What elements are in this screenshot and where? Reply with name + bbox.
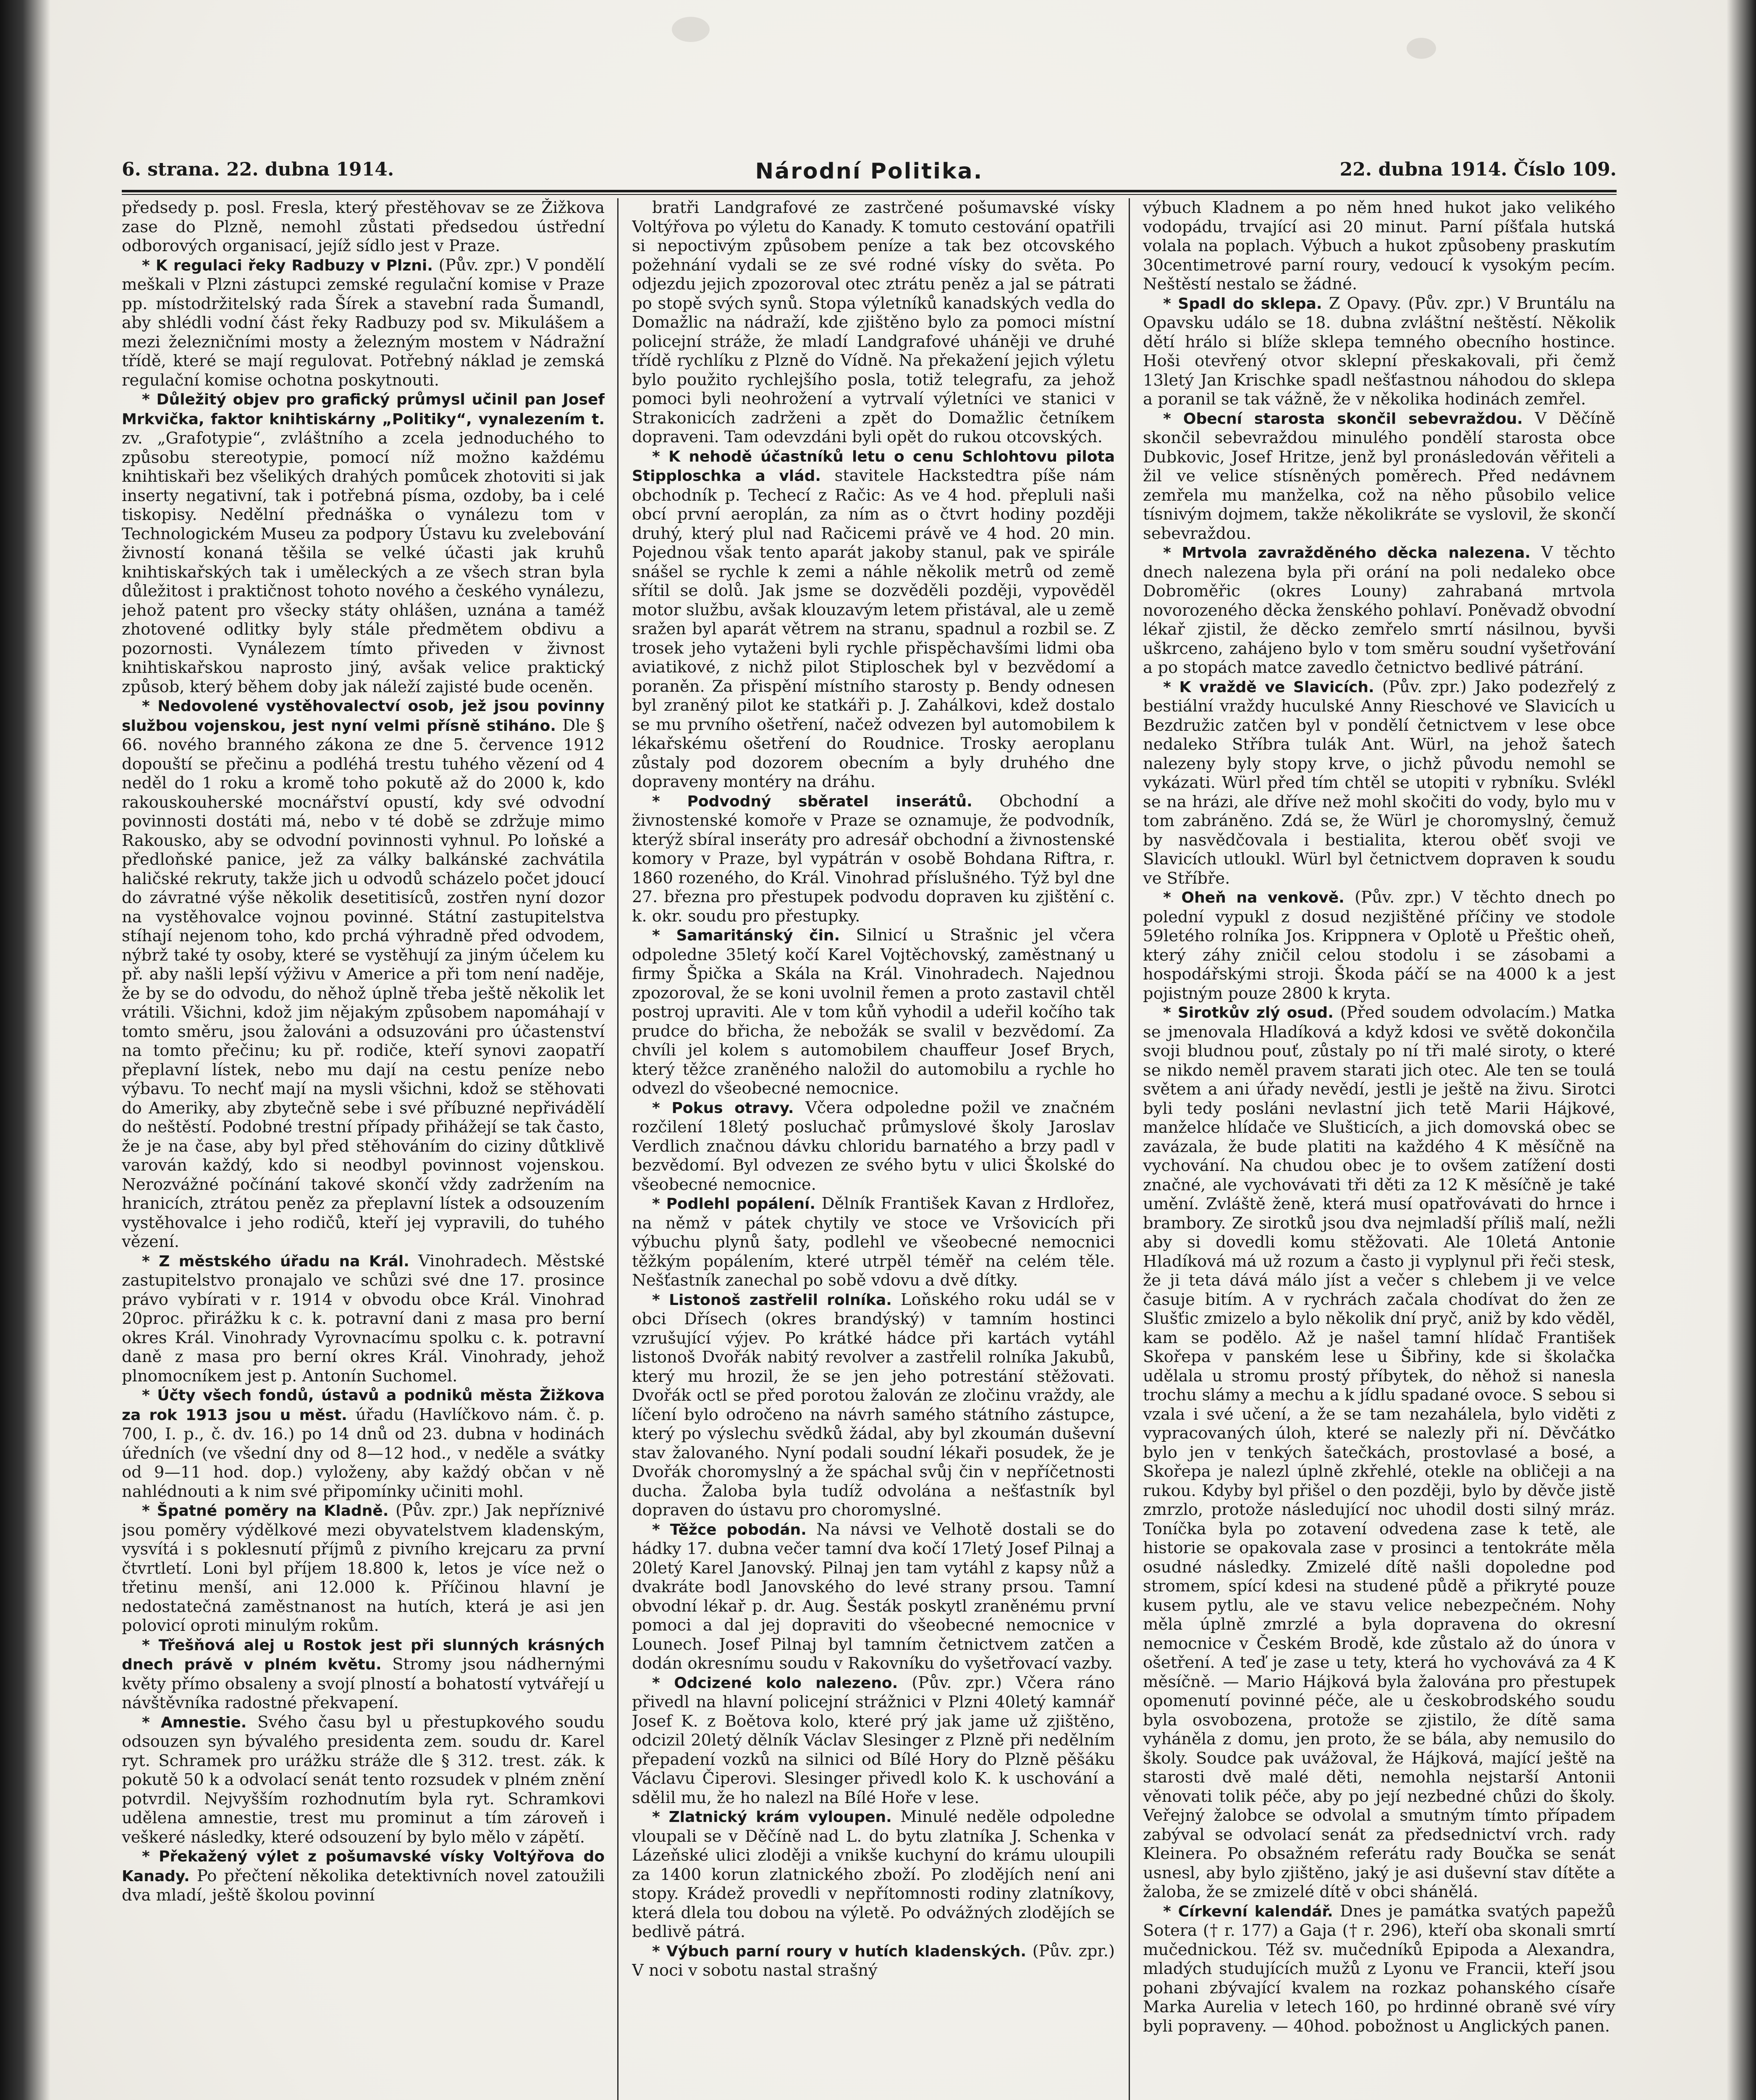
article-paragraph: * Listonoš zastřelil rolníka. Loňského roku udál se v obci Dřísech (okres brandýský) v tamním hostinci vzrušující výjev. Po krátké hádce při kartách vytáhl listonoš Dvořák nabitý revolver a zastřelil rolníka Jakubů, který mu hrozil, že se jen jeho potrestání stěžovati. Dvořák octl se před porotou žalován ze zločinu vraždy, ale líčení bylo odročeno na návrh samého státního zástupce, který po výslechu svědků žádal, aby byl zkoumán duševní stav žalovaného. Nyní podali soudní lékaři posudek, že je Dvořák choromyslný a že spáchal svůj čin v nepříčetnosti ducha. Žaloba byla tudíž odvolána a nešťastník byl dopraven do ústavu pro choromyslné. xyxy=(632,1290,1115,1520)
column-separator xyxy=(1129,198,1130,2100)
header-rule-thin xyxy=(122,194,1617,195)
header-rule xyxy=(122,190,1617,192)
column-1 xyxy=(122,198,605,2100)
newspaper-title: Národní Politika. xyxy=(755,159,983,184)
article-heading: * Těžce pobodán. xyxy=(652,1521,807,1538)
article-paragraph: * Z městského úřadu na Král. Vinohradech. Městské zastupitelstvo pronajalo ve schůzi své dne 17. prosince právo vybírati v r. 1914 v obvodu obce Král. Vinohrad 20proc. přirážku k c. k. potravní dani z masa pro berní okres Král. Vinohrady Vyrovnacímu spolku c. k. potravní daně z masa pro berní okres Král. Vinohrady, jehož plnomocníkem jest p. Antonín Suchomel. xyxy=(122,1251,605,1386)
article-paragraph: * Podlehl popálení. Dělník František Kavan z Hrdlořez, na němž v pátek chytily ve stoce ve Vršovicích při výbuchu plynů šaty, podlehl ve všeobecné nemocnici těžkým popálením, které utrpěl téměř na celém těle. Nešťastník zanechal po sobě vdovu a dvě dítky. xyxy=(632,1194,1115,1290)
article-heading: * K vraždě ve Slavicích. xyxy=(1163,678,1374,696)
article-heading: * Třešňová alej u Rostok jest při slunných krásných dnech právě v plném květu. xyxy=(122,1636,605,1673)
masthead xyxy=(122,159,1617,188)
article-heading: * Důležitý objev pro grafický průmysl učinil pan Josef Mrkvička, faktor knihtiskárny „Politiky“, vynalezením t. xyxy=(122,391,605,428)
article-heading: * Špatné poměry na Kladně. xyxy=(142,1502,389,1520)
article-paragraph: * Nedovolené vystěhovalectví osob, jež jsou povinny službou vojenskou, jest nyní velmi přísně stiháno. Dle § 66. nového branného zákona ze dne 5. července 1912 dopouští se přečinu a podléhá trestu tuhého vězení od 4 neděl do 1 roku a kromě toho pokutě až do 2000 k, kdo rakouskouherské mocnářství opustí, kdy své odvodní povinnosti dostáti má, nebo v té době se zdržuje mimo Rakousko, aby se odvodní povinnosti vyhnul. Po loňské a předloňské panice, jež za války balkánské zachvátila haličské rekruty, takže jich u odvodů scházelo počet jdoucí do závratné výše několik desetitisíců, zostřen nyní dozor na vystěhovalce vojnou povinné. Státní zastupitelstva stíhají nejenom toho, kdo prchá výhradně před odvodem, nýbrž také ty osoby, které se vystěhují za jiným účelem ku př. aby našli lepší výživu v Americe a při tom není naděje, že by se do odvodu, do něhož úplně třeba ještě několik let vrátili. Všichni, kdož jim nějakým způsobem napomáhají v tomto směru, jsou žalováni a odsuzováni pro účastenství na tomto přečinu; ku př. rodiče, kteří synovi zaopatří přeplavní lístek, nebo mu dají na cestu peníze nebo výbavu. To nechť mají na mysli všichni, kdož se stěhovati do Ameriky, aby zbytečně sebe i své příbuzné nepřivádělí do neštěstí. Podobné trestní případy přihážejí se tak často, že je na čase, aby byl před stěhováním do ciziny důtklivě varován každý, kdo si neodbyl povinnost vojenskou. Nerozvážné počínání takové skončí vždy zadržením na hranicích, ztrátou peněz za přeplavní lístek a odsouzením vystěhovalce i jeho rodičů, kteří jej vypravili, do tuhého vězení. xyxy=(122,698,605,1251)
article-heading: * Účty všech fondů, ústavů a podniků města Žižkova za rok 1913 jsou u měst. xyxy=(122,1387,605,1424)
scan-stain xyxy=(672,17,710,42)
article-paragraph: * Těžce pobodán. Na návsi ve Velhotě dostali se do hádky 17. dubna večer tamní dva kočí 17letý Josef Pilnaj a 20letý Karel Janovský. Pilnaj jen tam vytáhl z kapsy nůž a dvakráte bodl Janovského do levé strany prsou. Tamní obvodní lékař p. dr. Aug. Šesták poskytl zraněnému první pomoci a dal jej dopraviti do všeobecné nemocnice v Lounech. Josef Pilnaj byl tamním četnictvem zatčen a dodán okresnímu soudu v Rakovníku do vyšetřovací vazby. xyxy=(632,1520,1115,1673)
article-heading: * Listonoš zastřelil rolníka. xyxy=(652,1291,892,1309)
article-paragraph: * K nehodě účastníků letu o cenu Schlohtovu pilota Stipploschka a vlád. stavitele Hackstedtra píše nám obchodník p. Techecí z Račic: As ve 4 hod. přepluli naši obcí první aeroplán, za ním as o čtvrt hodiny později druhý, který plul nad Račicemi právě ve 4 hod. 20 min. Pojednou však tento aparát jakoby stanul, pak ve spirále snášel se rychle k zemi a náhle několik metrů od země sřítil se dolů. Jak jsme se dozvěděli později, vypověděl motor službu, avšak klouzavým letem přistával, ale u země sražen byl aparát větrem na stranu, spadnul a rozbil se. Z trosek jeho vytaženi byli rychle přispěchavšími lidmi oba aviatikové, z nichž pilot Stiploschek byl v bezvědomí a poraněn. Za přispění místního starosty p. Bendy odnesen byl zraněný pilot ke statkáři p. J. Zahálkovi, kdež dostalo se mu prvního ošetření, načež odvezen byl automobilem k lékařskému ošetření do Roudnice. Trosky aeroplanu zůstaly pod dozorem obecním a byly druhého dne dopraveny montéry na dráhu. xyxy=(632,448,1115,791)
article-paragraph: * Spadl do sklepa. Z Opavy. (Pův. zpr.) V Bruntálu na Opavsku událo se 18. dubna zvláštní neštěstí. Několik dětí hrálo si blíže sklepa temného obecního hostince. Hoši otevřený otvor sklepní přeskakovali, při čemž 13letý Jan Krischke spadl nešťastnou náhodou do sklepa a poranil se tak vážně, že v několika hodinách zemřel. xyxy=(1143,294,1615,409)
scan-stain xyxy=(1407,38,1436,59)
article-paragraph: předsedy p. posl. Fresla, který přestěhovav se ze Žižkova zase do Plzně, nemohl zůstati předsedou ústřední odborových organisací, jejíž sídlo jest v Praze. xyxy=(122,198,605,255)
article-paragraph: * Sirotkův zlý osud. (Před soudem odvolacím.) Matka se jmenovala Hladíková a když kdosi ve světě dokončila svoji bludnou pouť, zůstaly po ní tři malé siroty, o které se nikdo neměl pravem starati jich otec. Ale ten se toulá světem a ani úřady nevědí, jestli je ještě na živu. Sirotci byli tedy posláni nevlastní jich tetě Marii Hájkové, manželce hlídače ve Slušticích, a jich domovská obec se zavázala, že bude platiti na každého 4 K měsíčně na vychování. Na chudou obec je to ovšem zatížení dosti značné, ale vychovávati tři děti za 12 K měsíčně je také umění. Zvláště ženě, která musí opatřovávati do hrnce i brambory. Ze sirotků jsou dva nejmladší příliš malí, nežli aby si dovedli komu stěžovati. Ale 10letá Antonie Hladíková má už rozum a často ji vyplynul při řeči stesk, že ji teta dává málo jíst a večer s chlebem ji ve velce časuje bitím. A v rychrách začala chodívat do žen ze Slušťic zmizelo a bylo několik dní pryč, aniž by kdo věděl, kam se podělo. Až je našel tamní hlídač František Skořepa v panském lese u Šibřiny, kde si školačka udělala u stromu prostý příbytek, do něhož si nanesla trochu slámy a mechu a k jídlu spadané ovoce. S sebou si vzala i své učení, a že se tam nezahálela, bylo viděti z vypracovaných úloh, které se nalezly při ní. Děvčátko bylo jen v tenkých šatečkách, prostovlasé a bosé, a Skořepa je nalezl úplně zkřehlé, otekle na obličeji a na rukou. Kdyby byl přišel o den později, bylo by děvče jistě zmrzlo, protože následující noc uhodil dosti silný mráz. Toníčka byla po zotavení odvedena zase k tetě, ale historie se opakovala zase v prosinci a tentokráte měla osudné následky. Zmizelé dítě našli dopoledne pod stromem, spící kdesi na studené půdě a přikryté pouze kusem pytlu, ale ve stavu velice nebezpečném. Nohy měla úplně zmrzlé a byla dopravena do okresní nemocnice v Českém Brodě, kde zůstalo až do února v ošetření. A teď je zase u tety, která ho vychovává za 4 K měsíčně. — Mario Hájková byla žalována pro přestupek opomenutí povinné péče, ale u českobrodského soudu byla osvobozena, protože se zjistilo, že dítě sama vyháněla z domu, jen proto, že se bála, aby nemusilo do školy. Soudce pak uvážoval, že Hájková, mající ještě na starosti dvě malé děti, nemohla nejstarší Antonii věnovati tolik péče, aby po její nezbedné chůzi do školy. Veřejný žalobce se odvolal a smutným tímto případem zabýval se odvolací senát za předsednictví vrch. rady Kleinera. Po obsažném referátu rady Boučka se senát usnesl, aby bylo zjištěno, jaký je asi duševní stav dítěte a žaloba, že se zmizelé dítě v obci shánělá. xyxy=(1143,1003,1615,1901)
article-paragraph: * Amnestie. Svého času byl u přestupkového soudu odsouzen syn bývalého presidenta zem. soudu dr. Karel ryt. Schramek pro urážku stráže dle § 312. trest. zák. k pokutě 50 k a odvolací senát tento rozsudek v plném znění potvrdil. Nejvyšším rozhodnutím byla ryt. Schramkovi udělena amnestie, trest mu prominut a tím zároveň i veškeré následky, které odsouzení by bylo mělo v zápětí. xyxy=(122,1712,605,1847)
issue-number: 22. dubna 1914. Číslo 109. xyxy=(1339,159,1617,180)
article-paragraph: bratři Landgrafové ze zastrčené pošumavské vísky Voltýřova po výletu do Kanady. K tomuto cestování opatřili si nepoctivým způsobem peníze a tak bez otcovského požehnání vydali se ze své rodné vísky do světa. Po odjezdu jejich zpozoroval otec ztrátu peněz a jal se pátrati po stopě svých synů. Stopa výletníků kanadských vedla do Domažlic na nádraží, kde zjištěno bylo za pomoci místní policejní stráže, že mladí Landgrafové uháněji ve druhé třídě rychlíku z Plzně do Vídně. Na překažení jejich výletu bylo použito rychlejšího posla, totiž telegrafu, za jehož pomoci byli neohrožení a vytrvalí výletníci ve stanici v Strakonicích zadrženi a zpět do Domažlic četníkem dopraveni. Tam odevzdáni byli opět do rukou otcovských. xyxy=(632,198,1115,446)
article-paragraph: * Oheň na venkově. (Pův. zpr.) V těchto dnech po polední vypukl z dosud nezjištěné příčiny ve stodole 59letého rolníka Jos. Krippnera v Oplotě u Přeštic oheň, který záhy zničil celou stodolu i se zásobami a hospodářskými stroji. Škoda páčí se na 4000 k a jest pojistným pouze 2800 k kryta. xyxy=(1143,888,1615,1003)
article-heading: * Obecní starosta skončil sebevraždou. xyxy=(1163,410,1523,428)
article-heading: * K regulaci řeky Radbuzy v Plzni. xyxy=(142,257,433,274)
article-paragraph: * Důležitý objev pro grafický průmysl učinil pan Josef Mrkvička, faktor knihtiskárny „Politiky“, vynalezením t. zv. „Grafotypie“, zvláštního a zcela jednoduchého to způsobu stereotypie, pomocí níž možno každému knihtiskaři bez všelikých drahých pomůcek zhotoviti si jak inserty negativní, tak i potřebná písma, ozdoby, ba i celé tiskopisy. Nedělní přednáška o vynálezu tom v Technologickém Museu za podpory Ústavu ku zvelebování živností konaná těšila se velké účasti jak kruhů knihtiskařských tak i uměleckých a ze všech stran byla důležitost i praktičnost tohoto nového a českého vynálezu, jehož patent pro všecky státy ohlášen, uznána a taméž zhotovené odlitky byly stále předmětem obdivu a pozornosti. Vynálezem tímto přiveden v živnost knihtiskařskou naprosto jiný, avšak velice praktický způsob, který během doby jak náleží zajisté bude oceněn. xyxy=(122,391,605,696)
article-paragraph: * Překažený výlet z pošumavské vísky Voltýřova do Kanady. Po přečtení několika detektivních novel zatoužili dva mladí, ještě školou povinní xyxy=(122,1848,605,1905)
article-paragraph: * Zlatnický krám vyloupen. Minulé neděle odpoledne vloupali se v Děčíně nad L. do bytu zlatníka J. Schenka v Lázeňské ulici zloději a vnikše kuchyní do krámu uloupili za 1400 korun zlatnického zboží. Po zlodějích není ani stopy. Krádež provedli v nepřítomnosti rodiny zlatníkovy, která dlela tou dobou na výletě. Po odvážných zlodějích se bedlivě pátrá. xyxy=(632,1807,1115,1941)
scan-edge-left xyxy=(0,0,50,2100)
article-paragraph: * Třešňová alej u Rostok jest při slunných krásných dnech právě v plném květu. Stromy jsou nádhernými květy přímo obsaleny a svojí plností a bohatostí vytvářejí u návštěvníka radostné překvapení. xyxy=(122,1636,605,1712)
scan-edge-right xyxy=(1727,0,1756,2100)
article-heading: * Odcizené kolo nalezeno. xyxy=(652,1674,898,1692)
article-paragraph: * Církevní kalendář. Dnes je památka svatých papežů Sotera († r. 177) a Gaja († r. 296), kteří oba skonali smrtí mučednickou. Též sv. mučedníků Epipoda a Alexandra, mladých studujících mužů z Lyonu ve Francii, kteří jsou pohani zbývající kvalem na rozkaz pohanského císaře Marka Aurelia v letech 160, po hrdinné obraně své víry byli popraveny. — 40hod. pobožnost u Anglických panen. xyxy=(1143,1901,1615,2036)
article-paragraph: * Výbuch parní roury v hutích kladenských. (Pův. zpr.) V noci v sobotu nastal strašný xyxy=(632,1941,1115,1980)
article-heading: * Zlatnický krám vyloupen. xyxy=(652,1809,892,1826)
article-paragraph: * K regulaci řeky Radbuzy v Plzni. (Pův. zpr.) V pondělí meškali v Plzni zástupci zemské regulační komise v Praze pp. místodržitelský rada Šírek a stavební rada Šumandl, aby shlédli vodní část řeky Radbuzy pod sv. Mikulášem a mezi železničními mosty a železným mostem v Nádražní třídě, které se mají regulovat. Potřebný náklad je zemská regulační komise ochotna poskytnouti. xyxy=(122,255,605,390)
page-date-left: 6. strana. 22. dubna 1914. xyxy=(122,159,394,180)
article-paragraph: * Odcizené kolo nalezeno. (Pův. zpr.) Včera ráno přivedl na hlavní policejní strážnici v Plzni 40letý kamnář Josef K. z Boětova kolo, které prý jak jame už zjištěno, odcizil 20letý dělník Václav Slesinger z Plzně při nedělním přepadení vozků na silnici od Bílé Hory do Plzně pěšáku Václavu Čiperovi. Slesinger přivedl kolo K. k uschování a sdělil mu, že ho nalezl na Bílé Hoře v lese. xyxy=(632,1673,1115,1807)
article-heading: * Sirotkův zlý osud. xyxy=(1163,1004,1334,1021)
article-heading: * Podvodný sběratel inserátů. xyxy=(652,793,972,810)
article-heading: * Církevní kalendář. xyxy=(1163,1903,1333,1920)
article-heading: * Z městského úřadu na Král. xyxy=(142,1252,409,1270)
article-heading: * Samaritánský čin. xyxy=(652,927,840,944)
article-paragraph: * Špatné poměry na Kladně. (Pův. zpr.) Jak nepříznivé jsou poměry výdělkové mezi obyvatelstvem kladenským, vysvítá i s poklesnutí příjmů z pivního krejcaru za první čtvrtletí. Loni byl příjem 18.800 k, letos je více než o třetinu menší, ani 12.000 k. Příčinou hlavní je nedostatečná zaměstnanost na hutích, která je asi jen polovicí oproti minulým rokům. xyxy=(122,1501,605,1635)
article-heading: * Překažený výlet z pošumavské vísky Voltýřova do Kanady. xyxy=(122,1848,605,1885)
article-paragraph: výbuch Kladnem a po něm hned hukot jako velikého vodopádu, trvající asi 20 minut. Parní píšťala hutská volala na poplach. Výbuch a hukot způsobeny praskutím 30centimetrové parní roury, vedoucí k vysokým pecím. Neštěstí nestalo se žádné. xyxy=(1143,198,1615,294)
article-paragraph: * Pokus otravy. Včera odpoledne požil ve značném rozčilení 18letý posluchač průmyslové školy Jaroslav Verdlich značnou dávku chloridu barnatého a brzy padl v bezvědomí. Byl odvezen ze svého bytu v ulici Školské do všeobecné nemocnice. xyxy=(632,1098,1115,1194)
article-paragraph: * K vraždě ve Slavicích. (Pův. zpr.) Jako podezřelý z bestiální vraždy huculské Anny Rieschové ve Slavicích u Bezdružic zatčen byl v pondělí četnictvem v lese obce nedaleko Stříbra tulák Ant. Würl, na jehož šatech nalezeny byly stopy krve, o jichž původu nemohl se vykázati. Würl před tím chtěl se utopiti v rybníku. Svlékl se na hrázi, ale dříve než mohl skočiti do vody, bylo mu v tom zabráněno. Zdá se, že Würl je choromyslný, čemuž by nasvědčovala i bestialita, kterou oběť svoji ve Slavicích utloukl. Würl byl četnictvem dopraven k soudu ve Stříbře. xyxy=(1143,677,1615,888)
article-heading: * K nehodě účastníků letu o cenu Schlohtovu pilota Stipploschka a vlád. xyxy=(632,448,1115,485)
article-paragraph: * Podvodný sběratel inserátů. Obchodní a živnostenské komoře v Praze se oznamuje, že podvodník, kterýž sbíral inseráty pro adresář obchodní a živnostenské komory v Praze, byl vypátrán v osobě Bohdana Riftra, r. 1860 rozeného, do Král. Vinohrad příslušného. Týž byl dne 27. března pro přestupek podvodu dopraven ku zjištění c. k. okr. soudu pro přestupky. xyxy=(632,791,1115,926)
column-3 xyxy=(1143,198,1615,2100)
article-paragraph: * Samaritánský čin. Silnicí u Strašnic jel včera odpoledne 35letý kočí Karel Vojtěchovský, zaměstnaný u firmy Špička a Skála na Král. Vinohradech. Najednou zpozoroval, že se koni uvolnil řemen a proto zastavil chtěl postroj upraviti. Ale v tom kůň vyhodil a udeřil kočího tak prudce do břicha, že nebožák se svalil v bezvědomí. Za chvíli jel kolem s automobilem chauffeur Josef Brych, který těžce zraněného naložil do automobilu a rychle ho odvezl do všeobecné nemocnice. xyxy=(632,926,1115,1098)
article-heading: * Výbuch parní roury v hutích kladenských. xyxy=(652,1942,1026,1960)
article-heading: * Pokus otravy. xyxy=(652,1099,794,1117)
article-heading: * Oheň na venkově. xyxy=(1163,889,1345,906)
article-heading: * Podlehl popálení. xyxy=(652,1195,816,1213)
article-heading: * Spadl do sklepa. xyxy=(1163,295,1322,312)
article-paragraph: * Mrtvola zavražděného děcka nalezena. V těchto dnech nalezena byla při orání na poli nedaleko obce Dobroměřic (okres Louny) zahrabaná mrtvola novorozeného děcka ženského pohlaví. Poněvadž obvodní lékař zjistil, že děcko zemřelo smrtí násilnou, byvši uškrceno, zahájeno bylo v tom směru soudní vyšetřování a po stopách matce zavedlo četnictvo bedlivé pátrání. xyxy=(1143,543,1615,677)
article-paragraph: * Obecní starosta skončil sebevraždou. V Děčíně skončil sebevraždou minulého pondělí starosta obce Dubkovic, Josef Hritze, jenž byl pronásledován věřiteli a žil ve velice stísněných poměrech. Před nedávnem zemřela mu manželka, což na něho působilo velice tísnivým dojmem, takže několikráte se vyslovil, že skončí sebevraždou. xyxy=(1143,409,1615,543)
column-separator xyxy=(617,198,619,2100)
article-heading: * Mrtvola zavražděného děcka nalezena. xyxy=(1163,544,1531,562)
article-heading: * Amnestie. xyxy=(142,1714,247,1731)
article-paragraph: * Účty všech fondů, ústavů a podniků města Žižkova za rok 1913 jsou u měst. úřadu (Havlíčkovo nám. č. p. 700, I. p., č. dv. 16.) po 14 dnů od 23. dubna v hodinách úředních (ve všední dny od 8—12 hod., v neděle a svátky od 9—11 hod. dop.) vyloženy, aby každý občan v ně nahlédnouti a k nim své připomínky učiniti mohl. xyxy=(122,1387,605,1501)
column-2 xyxy=(632,198,1115,2100)
article-heading: * Nedovolené vystěhovalectví osob, jež jsou povinny službou vojenskou, jest nyní velmi přísně stiháno. xyxy=(122,698,605,735)
